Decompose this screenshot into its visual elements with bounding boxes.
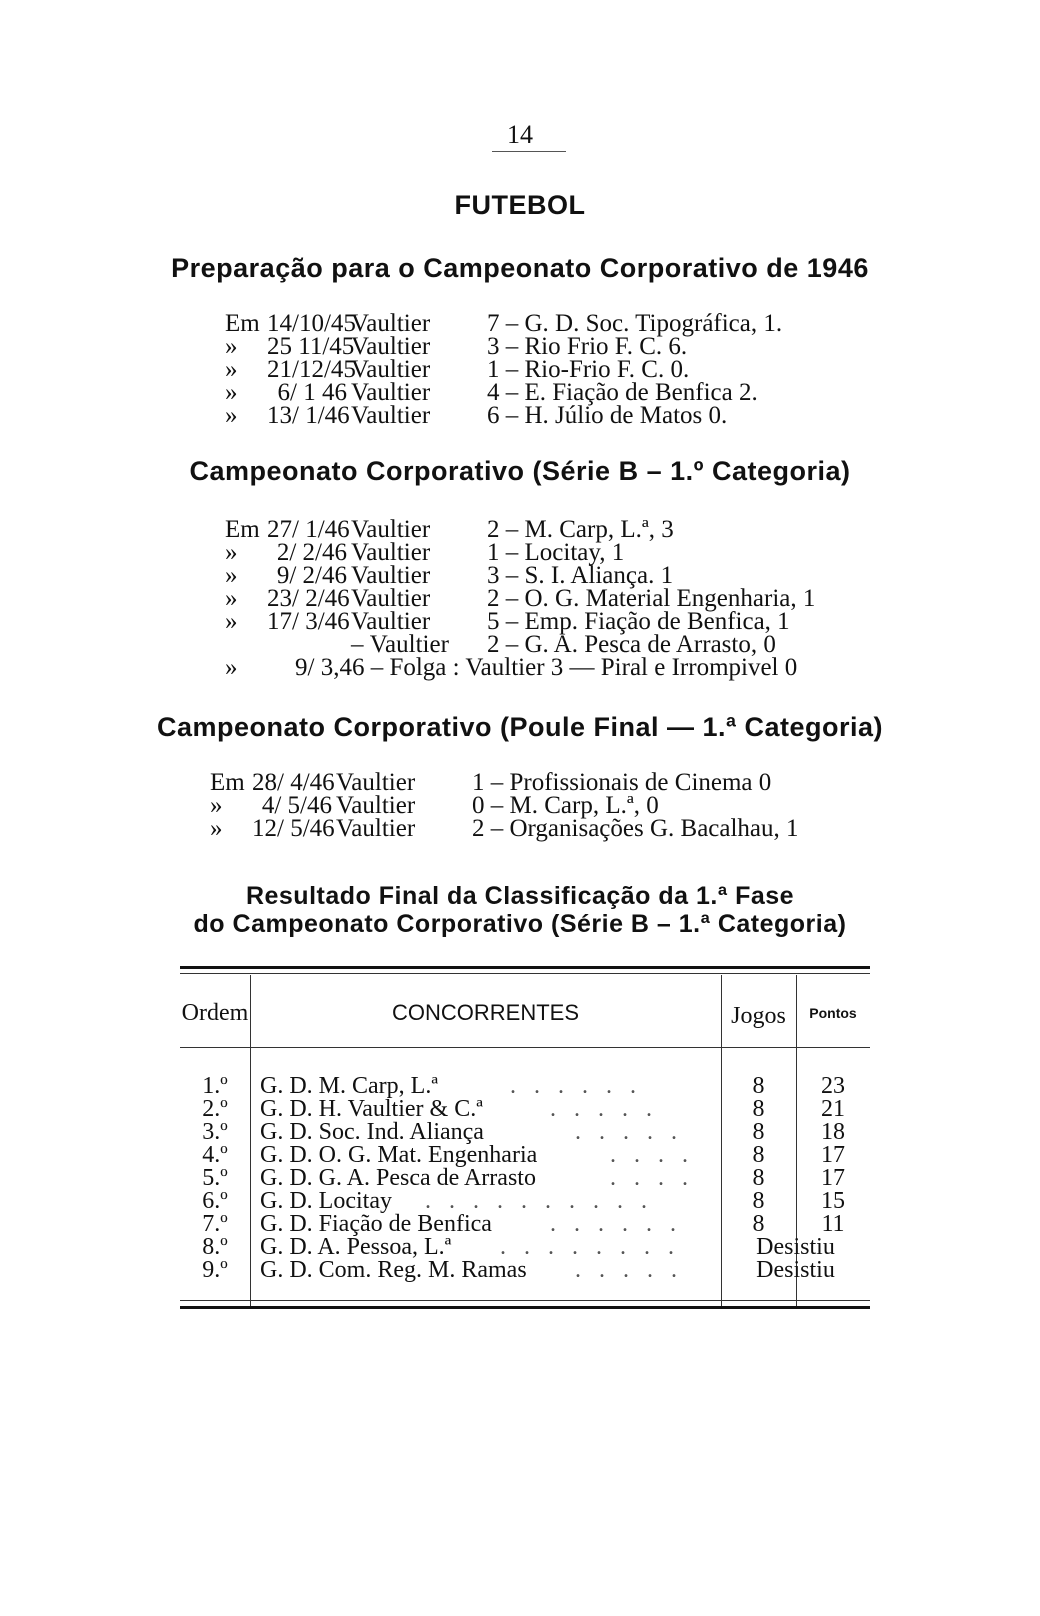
page-number: 14: [507, 120, 533, 149]
game-line: Em 27/ 1/46Vaultier 2 – M. Carp, L.ª, 3: [225, 516, 674, 543]
table-row: 2.º G. D. H. Vaultier & C.ª . . . . . 8 21: [202, 1096, 845, 1122]
game-line: » 6/ 1 46 Vaultier 4 – E. Fiação de Benfica 2.: [225, 379, 758, 406]
table-header-rule: [180, 1047, 870, 1048]
header-order: Ordem: [181, 1000, 249, 1026]
table-row: 5.º G. D. G. A. Pesca de Arrasto . . . . 8 17: [202, 1165, 845, 1191]
game-line: » 9/ 2/46 Vaultier 3 – S. I. Aliança. 1: [225, 562, 674, 589]
game-line: » 4/ 5/46 Vaultier 0 – M. Carp, L.ª, 0: [210, 792, 659, 819]
results-title-line2: do Campeonato Corporativo (Série B – 1.ª Categoria): [193, 910, 847, 938]
table-row: 4.º G. D. O. G. Mat. Engenharia . . . . 8 17: [202, 1142, 845, 1168]
section-title: FUTEBOL: [454, 190, 586, 220]
table-top-rule-thin: [180, 973, 870, 974]
game-line: » 2/ 2/46 Vaultier 1 – Locitay, 1: [225, 539, 625, 566]
table-row: 6.º G. D. Locitay . . . . . . . . . . 8 15: [202, 1188, 845, 1214]
game-line: Em 14/10/45Vaultier 7 – G. D. Soc. Tipográfica, 1.: [225, 310, 783, 337]
table-row: 7.º G. D. Fiação de Benfica . . . . . . 8 11: [202, 1211, 845, 1237]
game-line-extra: » 9/ 3,46 – Folga : Vaultier 3 — Piral e Irrompivel 0: [225, 654, 798, 681]
classification-rows: [180, 1075, 870, 1282]
section-heading-preparation: Preparação para o Campeonato Corporativo de 1946: [171, 253, 869, 283]
game-line: Em 28/ 4/46Vaultier 1 – Profissionais de Cinema 0: [210, 769, 772, 796]
table-bottom-rule-thin: [180, 1300, 870, 1301]
team-with-dash: – Vaultier: [351, 631, 449, 658]
header-games: Jogos: [731, 1003, 786, 1029]
table-row: 3.º G. D. Soc. Ind. Aliança . . . . . 8 18: [202, 1119, 845, 1145]
table-row: 8.º G. D. A. Pessoa, L.ª . . . . . . . . Desistiu: [202, 1234, 835, 1260]
game-line: – Vaultier 2 – G. A. Pesca de Arrasto, 0: [351, 631, 776, 658]
game-line: » 17/ 3/46Vaultier 5 – Emp. Fiação de Benfica, 1: [225, 608, 790, 635]
game-line: » 21/12/45Vaultier 1 – Rio-Frio F. C. 0.: [225, 356, 690, 383]
game-line: » 12/ 5/46Vaultier 2 – Organisações G. Bacalhau, 1: [210, 815, 799, 842]
game-line: » 23/ 2/46Vaultier 2 – O. G. Material Engenharia, 1: [225, 585, 816, 612]
section-heading-serie-b: Campeonato Corporativo (Série B – 1.º Categoria): [189, 456, 851, 486]
games-list-poule-final: [210, 771, 799, 840]
table-row: 1.º G. D. M. Carp, L.ª . . . . . . 8 23: [202, 1073, 845, 1099]
page-number-underline: [492, 151, 566, 152]
games-list-serie-b: [225, 518, 815, 679]
section-heading-poule-final: Campeonato Corporativo (Poule Final — 1.ª Categoria): [156, 712, 884, 742]
game-line: » 25 11/45Vaultier 3 – Rio Frio F. C. 6.: [225, 333, 688, 360]
table-bottom-rule: [180, 1306, 870, 1309]
table-top-rule: [180, 966, 870, 969]
table-row: 9.º G. D. Com. Reg. M. Ramas . . . . . Desistiu: [202, 1257, 835, 1283]
games-list-preparation: [225, 312, 782, 427]
header-points: Pontos: [809, 1005, 857, 1021]
results-title-line1: Resultado Final da Classificação da 1.ª Fase: [245, 882, 795, 910]
game-line: » 13/ 1/46Vaultier 6 – H. Júlio de Matos 0.: [225, 402, 728, 429]
header-competitors: CONCORRENTES: [391, 1000, 579, 1025]
